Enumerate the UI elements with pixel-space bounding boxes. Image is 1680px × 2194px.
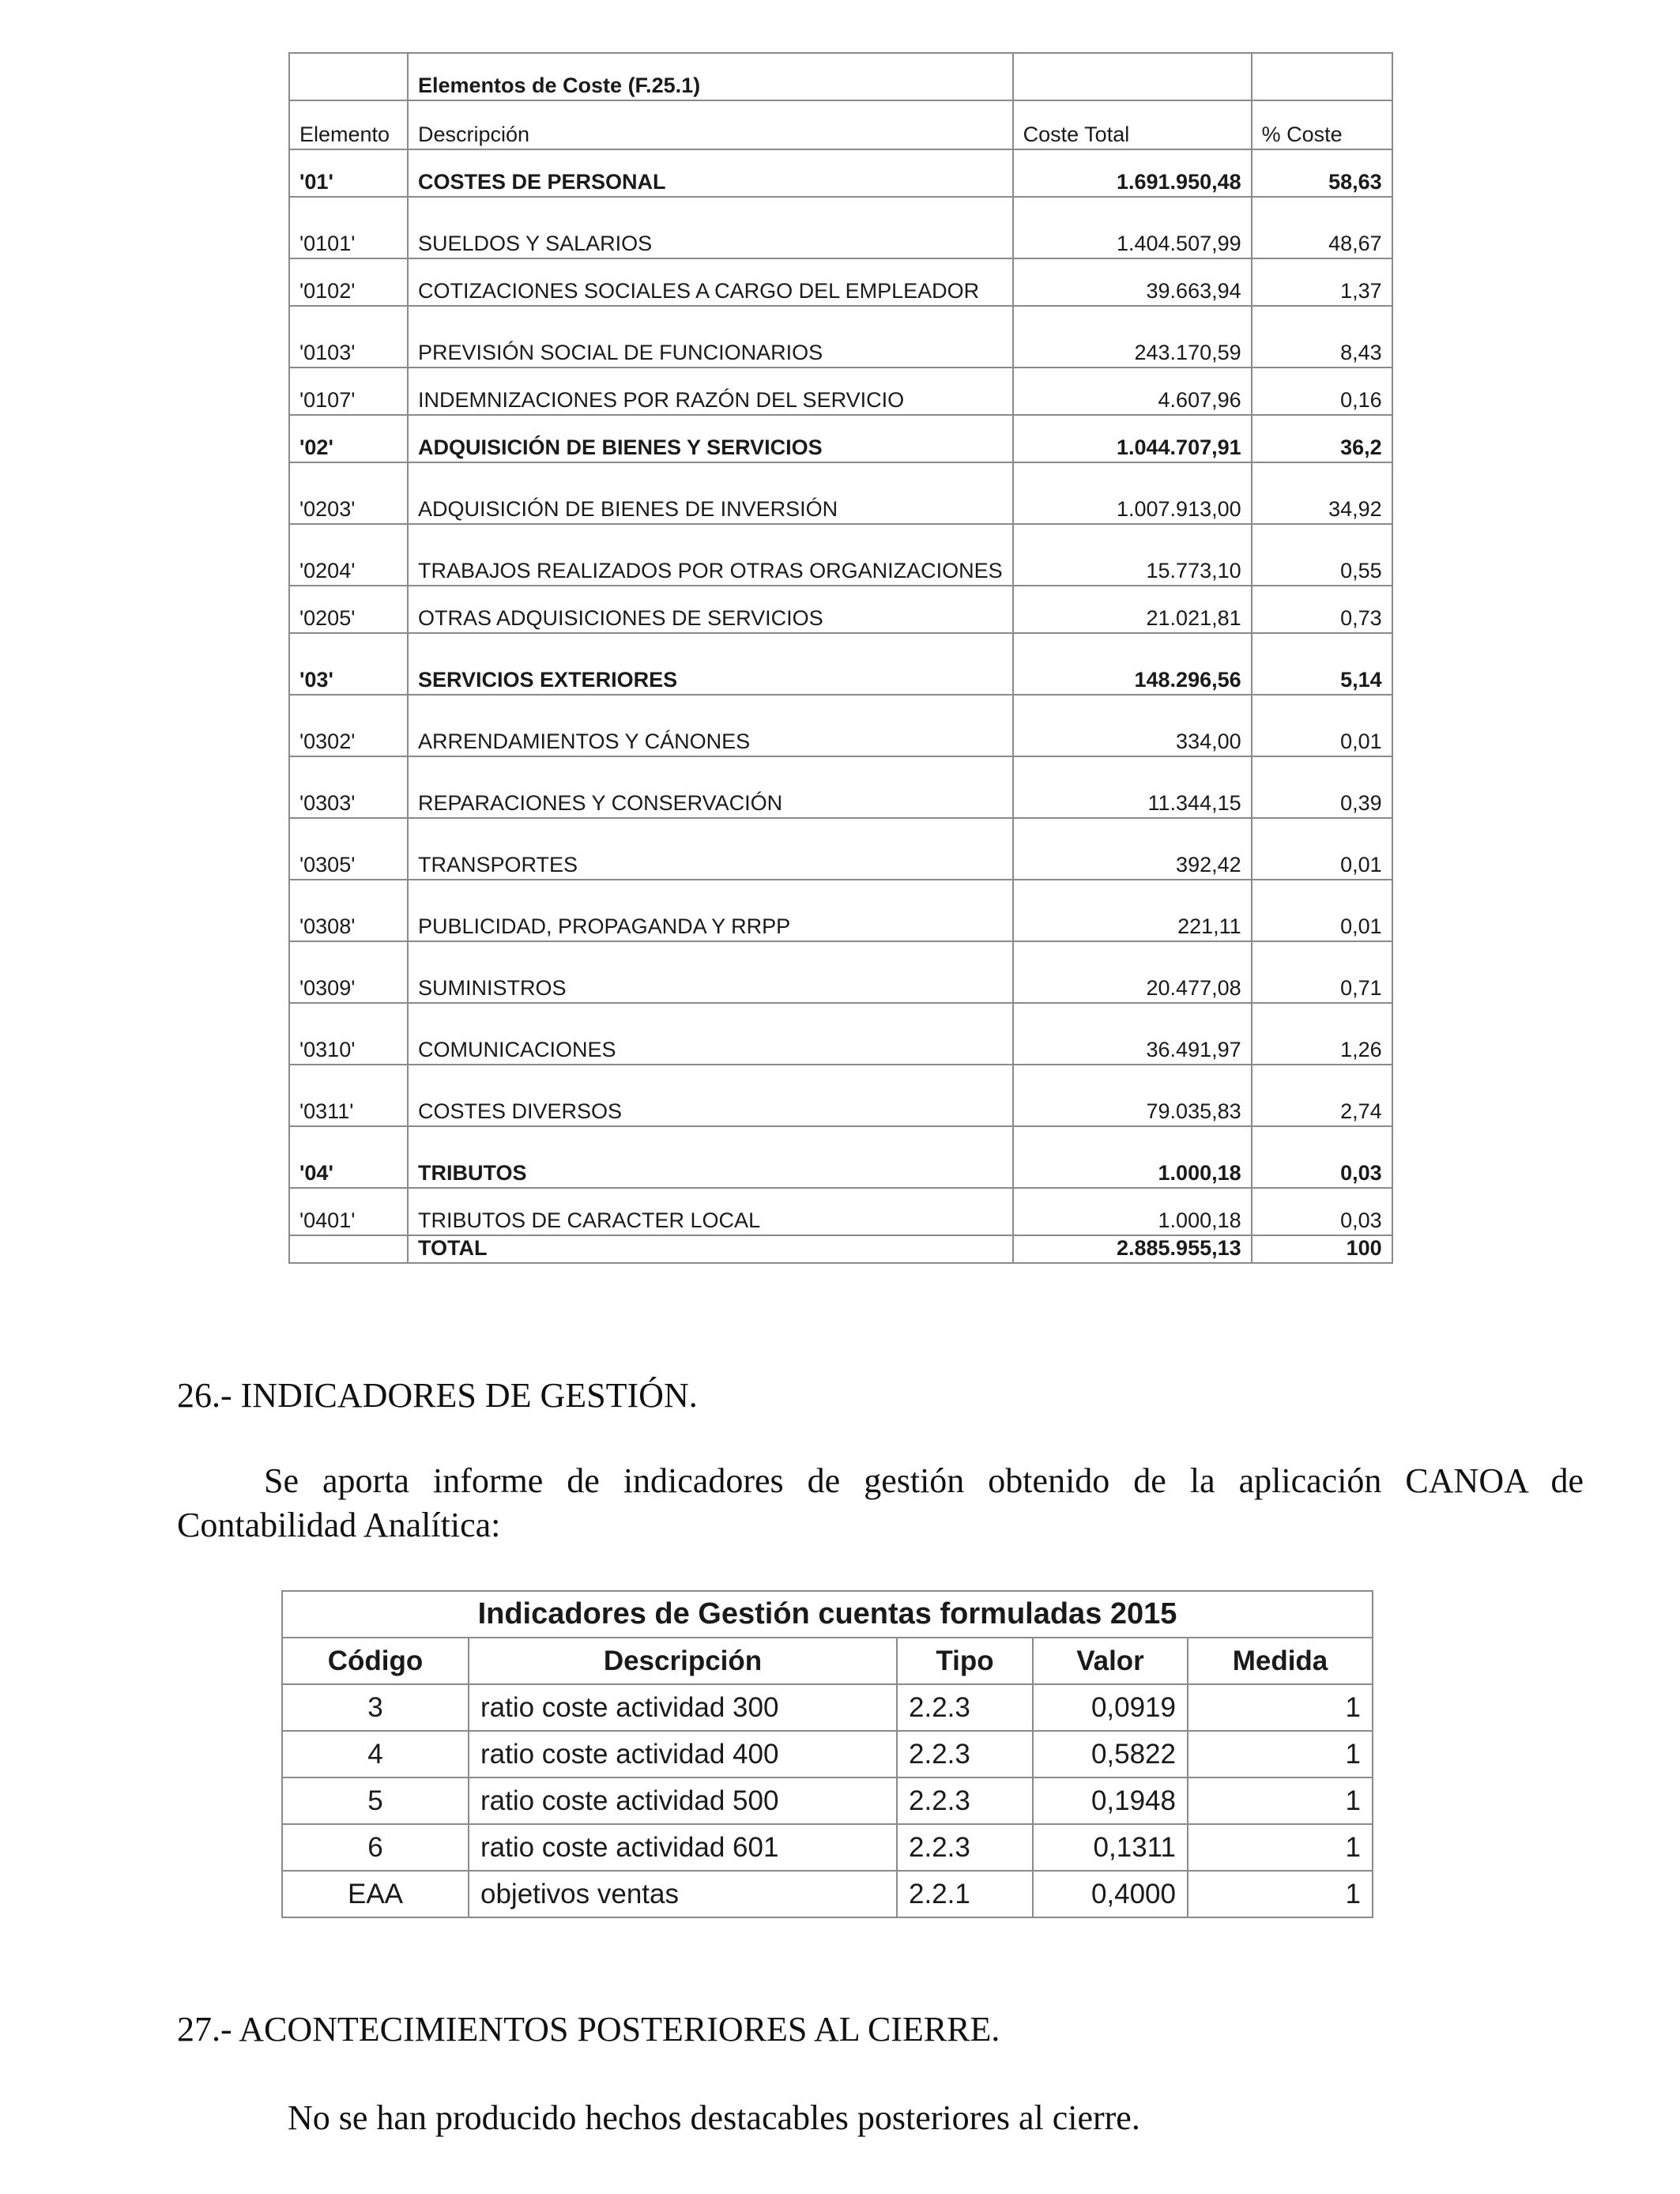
cost-percent-cell: 0,01: [1252, 695, 1392, 756]
table-row: [289, 695, 1392, 756]
table-row: [282, 1684, 1373, 1731]
table-row: [289, 415, 1392, 462]
indicator-measure-cell: 1: [1188, 1777, 1373, 1824]
table-row: [289, 462, 1392, 524]
cost-percent-cell: 0,71: [1252, 941, 1392, 1003]
total-cost-cell: 2.885.955,13: [1013, 1235, 1252, 1263]
column-header-valor: Valor: [1033, 1638, 1188, 1684]
description-cell: REPARACIONES Y CONSERVACIÓN: [408, 756, 1013, 818]
table-row: [289, 818, 1392, 880]
element-code-cell: '03': [289, 633, 408, 695]
section-26-paragraph-line-1: Se aporta informe de indicadores de gestión obtenido de la aplicación CANOA de: [264, 1461, 1584, 1500]
total-cost-cell: 1.000,18: [1013, 1126, 1252, 1188]
cost-percent-cell: 0,55: [1252, 524, 1392, 586]
total-cost-cell: 21.021,81: [1013, 586, 1252, 633]
description-cell: TRANSPORTES: [408, 818, 1013, 880]
element-code-cell: '0302': [289, 695, 408, 756]
total-cost-cell: 148.296,56: [1013, 633, 1252, 695]
indicator-value-cell: 0,0919: [1033, 1684, 1188, 1731]
cost-percent-cell: 8,43: [1252, 306, 1392, 368]
table-row: [289, 258, 1392, 306]
indicator-value-cell: 0,1948: [1033, 1777, 1188, 1824]
description-cell: TOTAL: [408, 1235, 1013, 1263]
description-cell: PREVISIÓN SOCIAL DE FUNCIONARIOS: [408, 306, 1013, 368]
description-cell: PUBLICIDAD, PROPAGANDA Y RRPP: [408, 880, 1013, 941]
description-cell: SUELDOS Y SALARIOS: [408, 197, 1013, 258]
cost-percent-cell: 0,16: [1252, 368, 1392, 415]
total-cost-cell: 1.000,18: [1013, 1188, 1252, 1235]
cost-table-header-row: [289, 100, 1392, 149]
description-cell: COSTES DE PERSONAL: [408, 149, 1013, 197]
table-row: [282, 1824, 1373, 1871]
description-cell: SUMINISTROS: [408, 941, 1013, 1003]
element-code-cell: '02': [289, 415, 408, 462]
indicator-type-cell: 2.2.3: [897, 1684, 1033, 1731]
description-cell: TRABAJOS REALIZADOS POR OTRAS ORGANIZACIONES: [408, 524, 1013, 586]
cost-percent-cell: 0,01: [1252, 880, 1392, 941]
section-26-paragraph: [177, 1459, 1584, 1547]
element-code-cell: '04': [289, 1126, 408, 1188]
indicator-type-cell: 2.2.3: [897, 1731, 1033, 1777]
element-code-cell: '0204': [289, 524, 408, 586]
description-cell: COMUNICACIONES: [408, 1003, 1013, 1065]
total-cost-cell: 11.344,15: [1013, 756, 1252, 818]
element-code-cell: '0303': [289, 756, 408, 818]
section-26-paragraph-line-2: Contabilidad Analítica:: [177, 1506, 501, 1544]
column-header-descripcion: Descripción: [408, 100, 1013, 149]
total-cost-cell: 39.663,94: [1013, 258, 1252, 306]
cost-percent-cell: 58,63: [1252, 149, 1392, 197]
table-row: [289, 1065, 1392, 1126]
description-cell: ADQUISICIÓN DE BIENES DE INVERSIÓN: [408, 462, 1013, 524]
total-cost-cell: 20.477,08: [1013, 941, 1252, 1003]
cost-percent-cell: 0,03: [1252, 1188, 1392, 1235]
column-header-coste-total: Coste Total: [1013, 100, 1252, 149]
table-row: [282, 1871, 1373, 1917]
total-cost-cell: 15.773,10: [1013, 524, 1252, 586]
column-header-elemento: Elemento: [289, 100, 408, 149]
indicator-code-cell: EAA: [282, 1871, 469, 1917]
cost-percent-cell: 5,14: [1252, 633, 1392, 695]
table-row: [282, 1777, 1373, 1824]
total-cost-cell: 221,11: [1013, 880, 1252, 941]
cost-percent-cell: 1,37: [1252, 258, 1392, 306]
element-code-cell: '0203': [289, 462, 408, 524]
empty-cell: [1013, 53, 1252, 100]
section-27-heading: 27.- ACONTECIMIENTOS POSTERIORES AL CIERRE.: [177, 2010, 1000, 2049]
table-row: [289, 149, 1392, 197]
element-code-cell: '01': [289, 149, 408, 197]
indicator-type-cell: 2.2.3: [897, 1824, 1033, 1871]
description-cell: COSTES DIVERSOS: [408, 1065, 1013, 1126]
total-cost-cell: 243.170,59: [1013, 306, 1252, 368]
indicators-title-row: [282, 1591, 1373, 1638]
table-row: [289, 1235, 1392, 1263]
total-cost-cell: 1.007.913,00: [1013, 462, 1252, 524]
table-row: [289, 880, 1392, 941]
indicator-description-cell: objetivos ventas: [469, 1871, 897, 1917]
indicator-value-cell: 0,4000: [1033, 1871, 1188, 1917]
indicator-description-cell: ratio coste actividad 601: [469, 1824, 897, 1871]
indicator-measure-cell: 1: [1188, 1871, 1373, 1917]
indicator-code-cell: 6: [282, 1824, 469, 1871]
total-cost-cell: 1.404.507,99: [1013, 197, 1252, 258]
cost-percent-cell: 100: [1252, 1235, 1392, 1263]
table-row: [289, 368, 1392, 415]
cost-percent-cell: 34,92: [1252, 462, 1392, 524]
indicator-description-cell: ratio coste actividad 500: [469, 1777, 897, 1824]
table-row: [289, 633, 1392, 695]
element-code-cell: '0308': [289, 880, 408, 941]
column-header-medida: Medida: [1188, 1638, 1373, 1684]
description-cell: SERVICIOS EXTERIORES: [408, 633, 1013, 695]
table-row: [289, 197, 1392, 258]
column-header-pct-coste: % Coste: [1252, 100, 1392, 149]
description-cell: ARRENDAMIENTOS Y CÁNONES: [408, 695, 1013, 756]
element-code-cell: '0401': [289, 1188, 408, 1235]
cost-percent-cell: 36,2: [1252, 415, 1392, 462]
table-row: [289, 756, 1392, 818]
empty-cell: [289, 53, 408, 100]
cost-percent-cell: 0,01: [1252, 818, 1392, 880]
total-cost-cell: 36.491,97: [1013, 1003, 1252, 1065]
table-row: [289, 1003, 1392, 1065]
indicator-code-cell: 4: [282, 1731, 469, 1777]
indicator-measure-cell: 1: [1188, 1684, 1373, 1731]
indicator-value-cell: 0,1311: [1033, 1824, 1188, 1871]
indicator-description-cell: ratio coste actividad 400: [469, 1731, 897, 1777]
element-code-cell: '0107': [289, 368, 408, 415]
table-row: [289, 941, 1392, 1003]
table-row: [289, 524, 1392, 586]
cost-percent-cell: 2,74: [1252, 1065, 1392, 1126]
description-cell: COTIZACIONES SOCIALES A CARGO DEL EMPLEADOR: [408, 258, 1013, 306]
indicators-table-title: Indicadores de Gestión cuentas formuladas 2015: [282, 1591, 1373, 1638]
indicators-header-row: [282, 1638, 1373, 1684]
column-header-descripcion: Descripción: [469, 1638, 897, 1684]
description-cell: INDEMNIZACIONES POR RAZÓN DEL SERVICIO: [408, 368, 1013, 415]
description-cell: TRIBUTOS DE CARACTER LOCAL: [408, 1188, 1013, 1235]
table-row: [289, 1126, 1392, 1188]
total-cost-cell: 4.607,96: [1013, 368, 1252, 415]
cost-percent-cell: 0,03: [1252, 1126, 1392, 1188]
total-cost-cell: 334,00: [1013, 695, 1252, 756]
indicator-code-cell: 5: [282, 1777, 469, 1824]
element-code-cell: '0309': [289, 941, 408, 1003]
indicator-type-cell: 2.2.3: [897, 1777, 1033, 1824]
section-27-paragraph: No se han producido hechos destacables posteriores al cierre.: [288, 2098, 1140, 2137]
description-cell: TRIBUTOS: [408, 1126, 1013, 1188]
element-code-cell: '0311': [289, 1065, 408, 1126]
total-cost-cell: 392,42: [1013, 818, 1252, 880]
indicator-type-cell: 2.2.1: [897, 1871, 1033, 1917]
empty-cell: [1252, 53, 1392, 100]
indicator-measure-cell: 1: [1188, 1731, 1373, 1777]
column-header-tipo: Tipo: [897, 1638, 1033, 1684]
element-code-cell: '0102': [289, 258, 408, 306]
cost-table-title: Elementos de Coste (F.25.1): [408, 53, 1013, 100]
element-code-cell: [289, 1235, 408, 1263]
indicator-measure-cell: 1: [1188, 1824, 1373, 1871]
table-row: [289, 586, 1392, 633]
section-26-heading: 26.- INDICADORES DE GESTIÓN.: [177, 1376, 698, 1415]
column-header-codigo: Código: [282, 1638, 469, 1684]
element-code-cell: '0101': [289, 197, 408, 258]
indicator-value-cell: 0,5822: [1033, 1731, 1188, 1777]
table-row: [289, 1188, 1392, 1235]
cost-percent-cell: 1,26: [1252, 1003, 1392, 1065]
table-row: [289, 306, 1392, 368]
element-code-cell: '0305': [289, 818, 408, 880]
total-cost-cell: 1.691.950,48: [1013, 149, 1252, 197]
cost-elements-table: [288, 52, 1393, 1264]
element-code-cell: '0310': [289, 1003, 408, 1065]
cost-percent-cell: 0,39: [1252, 756, 1392, 818]
indicator-code-cell: 3: [282, 1684, 469, 1731]
total-cost-cell: 1.044.707,91: [1013, 415, 1252, 462]
indicator-description-cell: ratio coste actividad 300: [469, 1684, 897, 1731]
cost-table-title-row: [289, 53, 1392, 100]
total-cost-cell: 79.035,83: [1013, 1065, 1252, 1126]
element-code-cell: '0205': [289, 586, 408, 633]
cost-percent-cell: 48,67: [1252, 197, 1392, 258]
cost-percent-cell: 0,73: [1252, 586, 1392, 633]
description-cell: OTRAS ADQUISICIONES DE SERVICIOS: [408, 586, 1013, 633]
table-row: [282, 1731, 1373, 1777]
description-cell: ADQUISICIÓN DE BIENES Y SERVICIOS: [408, 415, 1013, 462]
element-code-cell: '0103': [289, 306, 408, 368]
indicators-table: [281, 1590, 1373, 1918]
